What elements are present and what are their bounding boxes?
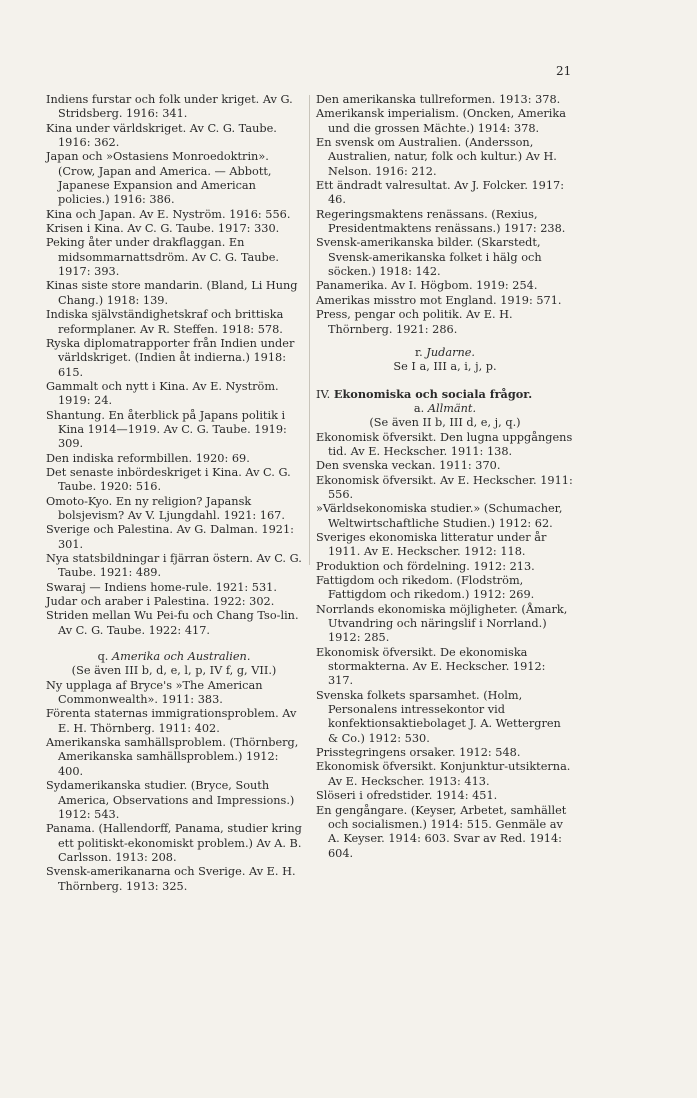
index-entry: Kina under världskriget. Av C. G. Taube. 1916: 362. bbox=[46, 121, 277, 150]
index-entry: Kinas siste store mandarin. (Bland, Li Hung Chang.) 1918: 139. bbox=[46, 279, 298, 307]
index-entry: Norrlands ekonomiska möjligheter. (Åmark, Utvandring och näringslif i Norrland.) 1912: 285. bbox=[316, 602, 568, 645]
index-entry: Den svenska veckan. 1911: 370. bbox=[316, 459, 501, 473]
section-letter: r. bbox=[414, 345, 423, 359]
index-entry: Kina och Japan. Av E. Nyström. 1916: 556. bbox=[46, 207, 291, 221]
index-entry: Regeringsmaktens renässans. (Rexius, Presidentmaktens renässans.) 1917: 238. bbox=[316, 207, 566, 236]
section-title: Amerika och Australien. bbox=[112, 650, 251, 664]
section-heading-q bbox=[46, 650, 302, 664]
index-entry: Ekonomisk öfversikt. Konjunktur-utsikterna. Av E. Heckscher. 1913: 413. bbox=[316, 760, 571, 788]
section-letter: a. bbox=[413, 401, 425, 415]
index-entry: Svenska folkets sparsamhet. (Holm, Personalens intressekontor vid konfektionsaktiebolaget J. A. Wettergren & Co.) 1912: 530. bbox=[316, 688, 561, 745]
index-entry: Den amerikanska tullreformen. 1913: 378. bbox=[316, 93, 561, 106]
index-entry: Shantung. En återblick på Japans politik i Kina 1914—1919. Av C. G. Taube. 1919: 309. bbox=[46, 408, 287, 451]
index-entry: En svensk om Australien. (Andersson, Australien, natur, folk och kultur.) Av H. Nelson. 1916: 212. bbox=[316, 136, 557, 178]
index-entry: Amerikanska samhällsproblem. (Thörnberg, Amerikanska samhällsproblem.) 1912: 400. bbox=[46, 736, 299, 778]
index-entry: Sverige och Palestina. Av G. Dalman. 1921: 301. bbox=[46, 523, 294, 551]
left-column bbox=[46, 93, 302, 894]
entry-list-economics bbox=[316, 431, 574, 861]
section-letter: q. bbox=[97, 650, 109, 664]
index-entry: Ekonomisk öfversikt. Den lugna uppgångens tid. Av E. Heckscher. 1911: 138. bbox=[316, 430, 573, 458]
section-title: Ekonomiska och sociala frågor. bbox=[333, 386, 533, 401]
index-entry: Omoto-Kyo. En ny religion? Japansk bolsjevism? Av V. Ljungdahl. 1921: 167. bbox=[46, 494, 285, 522]
index-entry: Sydamerikanska studier. (Bryce, South America, Observations and Impressions.) 1912: 543. bbox=[46, 779, 295, 821]
index-entry: Press, pengar och politik. Av E. H. Thörnberg. 1921: 286. bbox=[316, 308, 513, 336]
index-entry: Gammalt och nytt i Kina. Av E. Nyström. 1919: 24. bbox=[46, 379, 279, 408]
section-heading-iv bbox=[316, 387, 574, 402]
index-entry: Prisstegringens orsaker. 1912: 548. bbox=[316, 746, 521, 760]
index-entry: Swaraj — Indiens home-rule. 1921: 531. bbox=[46, 580, 277, 594]
section-numeral: IV. bbox=[316, 387, 331, 401]
index-entry: En gengångare. (Keyser, Arbetet, samhället och socialismen.) 1914: 515. Genmäle av A. Keyser. 1914: 603. Svar av Red. 1914: 604. bbox=[316, 803, 567, 860]
right-column bbox=[316, 93, 574, 861]
index-entry: Amerikas misstro mot England. 1919: 571. bbox=[316, 293, 562, 307]
index-entry: Produktion och fördelning. 1912: 213. bbox=[316, 559, 535, 573]
index-entry: Peking åter under drakflaggan. En midsommarnattsdröm. Av C. G. Taube. 1917: 393. bbox=[46, 236, 280, 279]
section-heading-r bbox=[316, 346, 574, 360]
index-entry: Japan och »Ostasiens Monroedoktrin». (Crow, Japan and America. — Abbott, Japanese Expansion and American policies.) 1916: 386. bbox=[46, 150, 272, 207]
index-entry: Nya statsbildningar i fjärran östern. Av C. G. Taube. 1921: 489. bbox=[46, 552, 302, 580]
see-also-note: (Se även III b, d, e, l, p, IV f, g, VII.) bbox=[71, 664, 277, 678]
index-entry: Svensk-amerikanska bilder. (Skarstedt, Svensk-amerikanska folket i hälg och söcken.) 1918: 142. bbox=[316, 236, 542, 279]
index-entry: Den indiska reformbillen. 1920: 69. bbox=[46, 451, 250, 465]
index-entry: Krisen i Kina. Av C. G. Taube. 1917: 330. bbox=[46, 222, 280, 236]
index-entry: »Världsekonomiska studier.» (Schumacher, Weltwirtschaftliche Studien.) 1912: 62. bbox=[316, 502, 563, 530]
index-entry: Ekonomisk öfversikt. De ekonomiska stormakterna. Av E. Heckscher. 1912: 317. bbox=[316, 645, 546, 688]
index-entry: Det senaste inbördeskriget i Kina. Av C. G. Taube. 1920: 516. bbox=[46, 465, 291, 494]
index-entry: Ett ändradt valresultat. Av J. Folcker. 1917: 46. bbox=[316, 179, 565, 207]
section-title: Allmänt. bbox=[427, 401, 477, 415]
index-entry: Slöseri i ofredstider. 1914: 451. bbox=[316, 789, 498, 803]
index-entry: Ryska diplomatrapporter från Indien under världskriget. (Indien åt indierna.) 1918: 615. bbox=[46, 336, 295, 379]
index-entry: Panama. (Hallendorff, Panama, studier kring ett politiskt-ekonomiskt problem.) Av A. B. Carlsson. 1913: 208. bbox=[46, 822, 302, 864]
see-also-note: (Se även II b, III d, e, j, q.) bbox=[369, 416, 521, 430]
entry-list-america-cont bbox=[316, 93, 574, 337]
index-entry: Fattigdom och rikedom. (Flodström, Fattigdom och rikedom.) 1912: 269. bbox=[316, 574, 535, 602]
index-entry: Indiens furstar och folk under kriget. Av G. Stridsberg. 1916: 341. bbox=[46, 93, 293, 121]
index-entry: Ny upplaga af Bryce's »The American Commonwealth». 1911: 383. bbox=[46, 678, 263, 707]
index-entry: Sveriges ekonomiska litteratur under år 1911. Av E. Heckscher. 1912: 118. bbox=[316, 530, 547, 559]
index-entry: Judar och araber i Palestina. 1922: 302. bbox=[46, 595, 275, 609]
index-entry: Amerikansk imperialism. (Oncken, Amerika und die grossen Mächte.) 1914: 378. bbox=[316, 107, 566, 135]
entry-list-asia bbox=[46, 93, 302, 638]
page-number: 21 bbox=[556, 64, 572, 78]
see-also-note: Se I a, III a, i, j, p. bbox=[393, 360, 497, 374]
index-entry: Striden mellan Wu Pei-fu och Chang Tso-lin. Av C. G. Taube. 1922: 417. bbox=[46, 609, 299, 637]
section-title: Judarne. bbox=[426, 345, 476, 359]
index-entry: Förenta staternas immigrationsproblem. Av E. H. Thörnberg. 1911: 402. bbox=[46, 707, 297, 735]
subsection-heading-a bbox=[316, 402, 574, 416]
index-entry: Ekonomisk öfversikt. Av E. Heckscher. 1911: 556. bbox=[316, 473, 573, 501]
index-entry: Indiska självständighetskraf och brittiska reformplaner. Av R. Steffen. 1918: 578. bbox=[46, 308, 284, 336]
entry-list-america bbox=[46, 679, 302, 894]
index-entry: Panamerika. Av I. Högbom. 1919: 254. bbox=[316, 279, 538, 293]
index-entry: Svensk-amerikanarna och Sverige. Av E. H. Thörnberg. 1913: 325. bbox=[46, 865, 296, 893]
column-divider bbox=[309, 95, 310, 565]
